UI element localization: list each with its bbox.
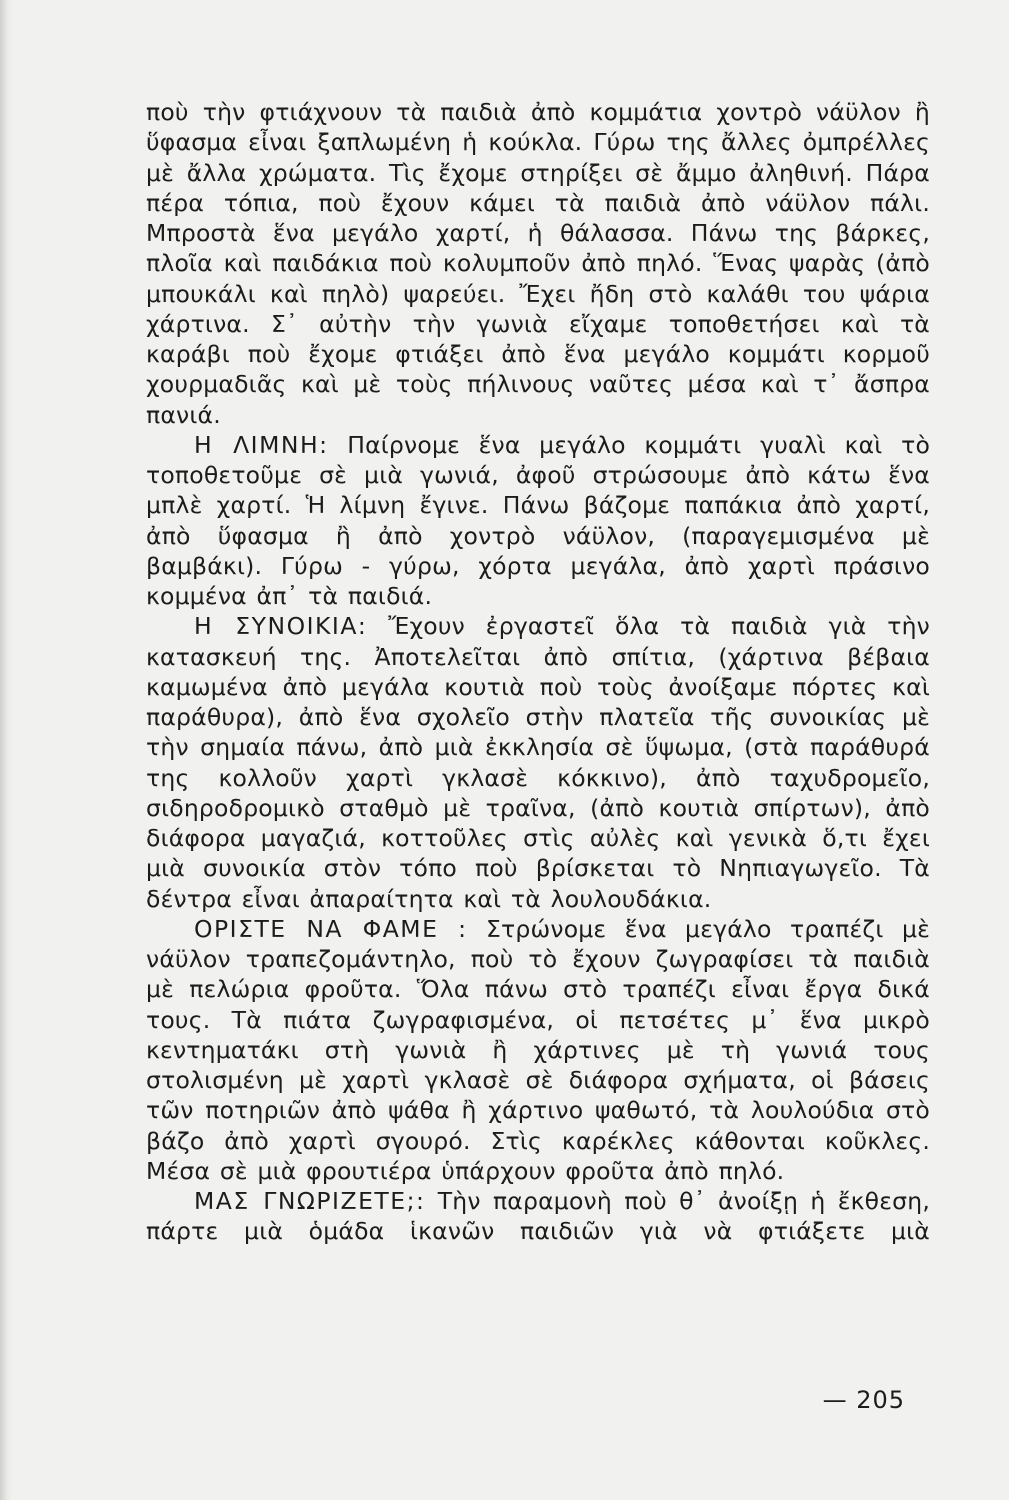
paragraph-text: Στρώνομε ἕνα μεγάλο τραπέζι μὲ νάϋλον τραπεζομάντηλο, ποὺ τὸ ἔχουν ζωγραφίσει τὰ παιδιὰ μὲ πελώρια φροῦτα. Ὅλα πάνω στὸ τραπέζι εἶναι ἔργα δικά τους. Τὰ πιάτα ζωγραφισμένα, οἱ πετσέτες μ᾽ ἕνα μικρὸ κεντηματάκι στὴ γωνιὰ ἢ χάρτινες μὲ τὴ γωνιά τους στολισμένη μὲ χαρτὶ γκλασὲ σὲ διάφορα σχήματα, οἱ βάσεις τῶν ποτηριῶν ἀπὸ ψάθα ἢ χάρτινο ψαθωτό, τὰ λουλούδια στὸ βάζο ἀπὸ χαρτὶ σγουρό. Στὶς καρέκλες κάθονται κοῦκλες. Μέσα σὲ μιὰ φρουτιέρα ὑπάρχουν φροῦτα ἀπὸ πηλό. bbox=[146, 914, 930, 1185]
paragraph-text: Ἔχουν ἐργαστεῖ ὅλα τὰ παιδιὰ γιὰ τὴν κατασκευή της. Ἀποτελεῖται ἀπὸ σπίτια, (χάρτινα βέβαια καμωμένα ἀπὸ μεγάλα κουτιὰ ποὺ τοὺς ἀνοίξαμε πόρτες καὶ παράθυρα), ἀπὸ ἕνα σχολεῖο στὴν πλατεῖα τῆς συνοικίας μὲ τὴν σημαία πάνω, ἀπὸ μιὰ ἐκκλησία σὲ ὕψωμα, (στὰ παράθυρά της κολλοῦν χαρτὶ γκλασὲ κόκκινο), ἀπὸ ταχυδρομεῖο, σιδηροδρομικὸ σταθμὸ μὲ τραῖνα, (ἀπὸ κουτιὰ σπίρτων), ἀπὸ διάφορα μαγαζιά, κοττοῦλες στὶς αὐλὲς καὶ γενικὰ ὅ,τι ἔχει μιὰ συνοικία στὸν τόπο ποὺ βρίσκεται τὸ Νηπιαγωγεῖο. Τὰ δέντρα εἶναι ἀπαραίτητα καὶ τὰ λουλουδάκια. bbox=[146, 612, 931, 913]
paragraph-dining bbox=[146, 914, 930, 1186]
section-heading-know-us: ΜΑΣ ΓΝΩΡΙΖΕΤΕ;: bbox=[194, 1187, 426, 1215]
paragraph-beach bbox=[146, 97, 930, 430]
section-heading-neighborhood: Η ΣΥΝΟΙΚΙΑ: bbox=[194, 612, 368, 641]
paragraph-lake bbox=[146, 430, 930, 612]
body-text bbox=[146, 97, 930, 1247]
paragraph-text: Παίρνομε ἕνα μεγάλο κομμάτι γυαλὶ καὶ τὸ τοποθετοῦμε σὲ μιὰ γωνιά, ἀφοῦ στρώσουμε ἀπὸ κάτω ἕνα μπλὲ χαρτί. Ἡ λίμνη ἔγινε. Πάνω βάζομε παπάκια ἀπὸ χαρτί, ἀπὸ ὕφασμα ἢ ἀπὸ χοντρὸ νάϋλον, (παραγεμισμένα μὲ βαμβάκι). Γύρω - γύρω, χόρτα μεγάλα, ἀπὸ χαρτὶ πράσινο κομμένα ἀπ᾽ τὰ παιδιά. bbox=[146, 430, 931, 610]
paragraph-text: ποὺ τὴν φτιάχνουν τὰ παιδιὰ ἀπὸ κομμάτια χοντρὸ νάϋλον ἢ ὕφασμα εἶναι ξαπλωμένη ἡ κούκλα. Γύρω της ἄλλες ὀμπρέλλες μὲ ἄλλα χρώματα. Τὶς ἔχομε στηρίξει σὲ ἄμμο ἀληθινή. Πάρα πέρα τόπια, ποὺ ἔχουν κάμει τὰ παιδιὰ ἀπὸ νάϋλον πάλι. Μπροστὰ ἕνα μεγάλο χαρτί, ἡ θάλασσα. Πάνω της βάρκες, πλοῖα καὶ παιδάκια ποὺ κολυμποῦν ἀπὸ πηλό. Ἕνας ψαρὰς (ἀπὸ μπουκάλι καὶ πηλὸ) ψαρεύει. Ἔχει ἤδη στὸ καλάθι του ψάρια χάρτινα. Σ᾽ αὐτὴν τὴν γωνιὰ εἴχαμε τοποθετήσει καὶ τὰ καράβι ποὺ ἔχομε φτιάξει ἀπὸ ἕνα μεγάλο κομμάτι κορμοῦ χουρμαδιᾶς καὶ μὲ τοὺς πήλινους ναῦτες μέσα καὶ τ᾽ ἄσπρα πανιά. bbox=[146, 98, 930, 429]
section-heading-dining: ΟΡΙΣΤΕ ΝΑ ΦΑΜΕ : bbox=[194, 914, 468, 943]
page-edge-shadow bbox=[0, 0, 12, 1500]
page-number: — 205 bbox=[822, 1386, 905, 1414]
paragraph-know-us bbox=[146, 1186, 930, 1247]
paragraph-text: Τὴν παραμονὴ ποὺ θ᾽ ἀνοίξῃ ἡ ἔκθεση, πάρτε μιὰ ὁμάδα ἱκανῶν παιδιῶν γιὰ νὰ φτιάξετε μιὰ bbox=[146, 1187, 930, 1246]
section-heading-lake: Η ΛΙΜΝΗ: bbox=[194, 430, 329, 459]
paragraph-neighborhood bbox=[146, 611, 930, 914]
